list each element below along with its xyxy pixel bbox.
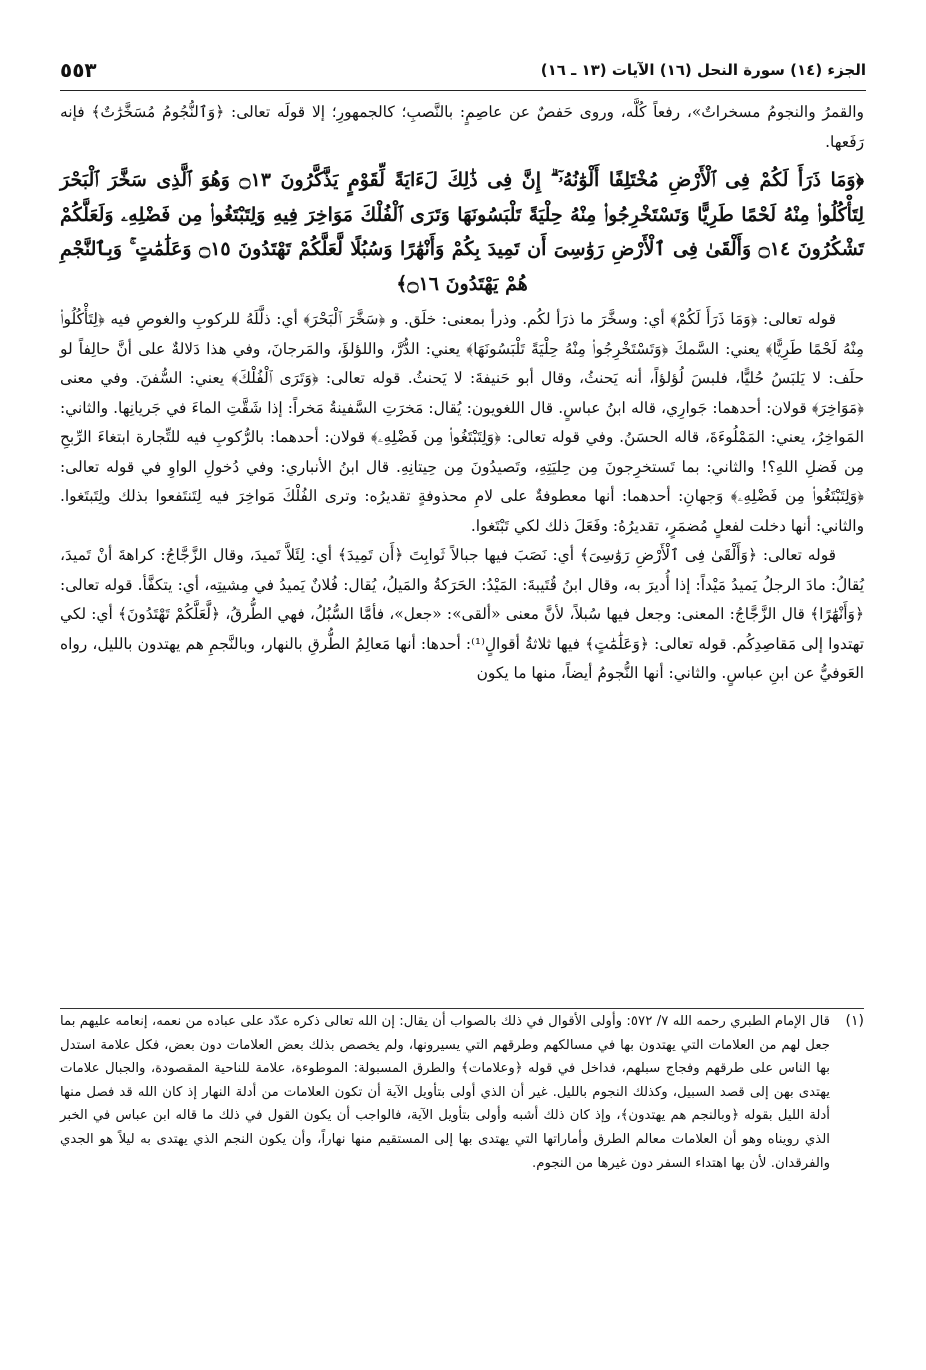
footnote-divider (60, 1008, 864, 1009)
footnote (60, 1010, 864, 1175)
running-head: الجزء (١٤) سورة النحل (١٦) الآيات (١٣ ـ ١٦) (540, 61, 866, 79)
footnote-marker: (١) (845, 1013, 864, 1029)
footnote-text: قال الإمام الطبري رحمه الله ٧/ ٥٧٢: وأولى الأقوال في ذلك بالصواب أن يقال: إن الله تعالى ذكره عدّد على عباده من نعمه، إنعامه عليهم بما جعل لهم من العلامات التي يهتدون بها في مسالكهم وطرقهم التي يسيرونها، ولم يخصص بذلك بعض العلامات دون بعض، فكل علامة استدل بها الناس على طرقهم وفجاج سبلهم، فداخل في قوله ﴿وعلامات﴾ والطرق المسبولة: الموطوءة، علامة للناحية المقصودة، والجبال علامات يهتدى بهن إلى قصد السبيل، وكذلك النجوم بالليل. غير أن الذي أولى بتأويل الآية أن تكون العلامات من أدلة النهار إذ كان الله قد فصل منها أدلة الليل بقوله ﴿وبالنجم هم يهتدون﴾، وإذ كان ذلك أشبه وأولى بتأويل الآية، فالواجب أن يكون القول في ذلك ما قاله ابن عباس في الخبر الذي رويناه وهو أن العلامات معالم الطرق وأماراتها التي يهتدى بها إلى المستقيم منها نهاراً، وأن يكون النجم الذي يهتدى به ليلاً هو الجدي والفرقدان. لأن بها اهتداء السفر دون غيرها من النجوم. (60, 1014, 831, 1171)
page-number: ٥٥٣ (60, 58, 97, 82)
commentary-paragraph-2: قوله تعالى: ﴿وَأَلْقَىٰ فِى ٱلْأَرْضِ رَوَٰسِىَ﴾ أي: نَصَبَ فيها جبالاً ثَوابِتَ ﴿أَن تَمِيدَ﴾ أي: لِئَلاَّ تَميدَ، وقال الزَّجَّاجُ: كراهةَ أنْ تَميدَ، يُقالُ: مادَ الرجلُ يَميدُ مَيْداً: إذا أُديرَ به، وقال ابنُ قُتَيبةَ: المَيْدُ: الحَرَكةُ والمَيلُ، يُقال: فُلانٌ يَميدُ في مِشيتِه، أي: يتكفَّأ. قوله تعالى: ﴿وَأَنْهَٰرًا﴾ قال الزَّجَّاجُ: المعنى: وجعل فيها سُبلاً، لأنَّ معنى «ألقى»: «جعل»، فأمَّا السُّبُلُ، فهي الطُّرقُ، ﴿لَّعَلَّكُمْ تَهْتَدُونَ﴾ أي: لكي تهتدوا إلى مَقاصِدِكُم. قوله تعالى: ﴿وَعَلَٰمَٰتٍ﴾ فيها ثلاثةُ أقوالٍ⁽¹⁾: أحدها: أنها مَعالِمُ الطُّرقِ بالنهار، وبالنَّجمِ هم يهتدون بالليل، رواه العَوفيُّ عن ابنِ عباسٍ. والثاني: أنها النُّجومُ أيضاً، منها ما يكون (60, 546, 864, 682)
page-header (60, 50, 866, 91)
intro-paragraph: والقمرُ والنجومُ مسخراتٌ»، رفعاً كُلَّه، وروى حَفصٌ عن عاصِمٍ: بالنَّصبِ؛ كالجمهورِ؛ إلا قولَه تعالى: ﴿وَٱلنُّجُومُ مُسَخَّرَٰتٌ﴾ فإنه رَفَعها. (60, 103, 864, 151)
main-text (60, 98, 864, 689)
quran-verse: ﴿وَمَا ذَرَأَ لَكُمْ فِى ٱلْأَرْضِ مُخْتَلِفًا أَلْوَٰنُهُۥٓ ۗ إِنَّ فِى ذَٰلِكَ لَءَايَةً لِّقَوْمٍ يَذَّكَّرُونَ ۝١٣ وَهُوَ ٱلَّذِى سَخَّرَ ٱلْبَحْرَ لِتَأْكُلُوا۟ مِنْهُ لَحْمًا طَرِيًّا وَتَسْتَخْرِجُوا۟ مِنْهُ حِلْيَةً تَلْبَسُونَهَا وَتَرَى ٱلْفُلْكَ مَوَاخِرَ فِيهِ وَلِتَبْتَغُوا۟ مِن فَضْلِهِۦ وَلَعَلَّكُمْ تَشْكُرُونَ ۝١٤ وَأَلْقَىٰ فِى ٱلْأَرْضِ رَوَٰسِىَ أَن تَمِيدَ بِكُمْ وَأَنْهَٰرًا وَسُبُلًا لَّعَلَّكُمْ تَهْتَدُونَ ۝١٥ وَعَلَٰمَٰتٍ ۚ وَبِٱلنَّجْمِ هُمْ يَهْتَدُونَ ۝١٦﴾ (60, 169, 864, 295)
commentary-paragraph-1: قوله تعالى: ﴿وَمَا ذَرَأَ لَكُمْ﴾ أي: وسخَّرَ ما ذرَأ لكُم. وذرأ بمعنى: خلَق. و ﴿سَخَّرَ ٱلْبَحْرَ﴾ أي: ذلَّلَهُ للركوبِ والغوصِ فيه ﴿لِتَأْكُلُوا۟ مِنْهُ لَحْمًا طَرِيًّا﴾ يعني: السَّمكَ ﴿وَتَسْتَخْرِجُوا۟ مِنْهُ حِلْيَةً تَلْبَسُونَهَا﴾ يعني: الدُّرَّ، واللؤلؤَ، والمَرجانَ، وفي هذا دَلالةٌ على أنَّ حالِفاً لو حلَف: لا يَلبَسُ حُليًّا، فلبسَ لُؤلؤاً، أنه يَحنثُ، وقال أبو حَنيفةَ: لا يَحنثُ. قوله تعالى: ﴿وَتَرَى ٱلْفُلْكَ﴾ يعني: السُّفنَ. وفي معنى ﴿مَوَاخِرَ﴾ قولان: أحدهما: جَوارِي، قاله ابنُ عباسٍ. قال اللغويون: يُقال: مَخرَتِ السَّفينةُ مَخراً: إذا شَقَّتِ الماءَ في جَريانِها. والثاني: المَواخِرُ، يعني: المَمْلُوءَةَ، قاله الحسَنُ. وفي قوله تعالى: ﴿وَلِتَبْتَغُوا۟ مِن فَضْلِهِۦ﴾ قولان: أحدهما: بالرُّكوبِ فيه للتِّجارة ابتغاءَ الرِّبحِ مِن فَضلِ اللهِ؟! والثاني: بما تَستخرِجونَ مِن حِليَتِهِ، وتَصيدُونَ مِن حِيتانِهِ. قال ابنُ الأنباري: وفي دُخولِ الواوِ في قوله تعالى: ﴿وَلِتَبْتَغُوا۟ مِن فَضْلِهِۦ﴾ وَجهانِ: أحدهما: أنها معطوفةٌ على لامِ محذوفةٍ تقديرُه: وترى الفُلْكَ مَواخِرَ فيه لِتَنتَفعوا بذلك ولِتَبتَغوا. والثاني: أنها دخلت لفعلٍ مُضمَرٍ، تقديرُهُ: وفَعَلَ ذلك لكي تَبْتَغوا. (60, 310, 864, 535)
